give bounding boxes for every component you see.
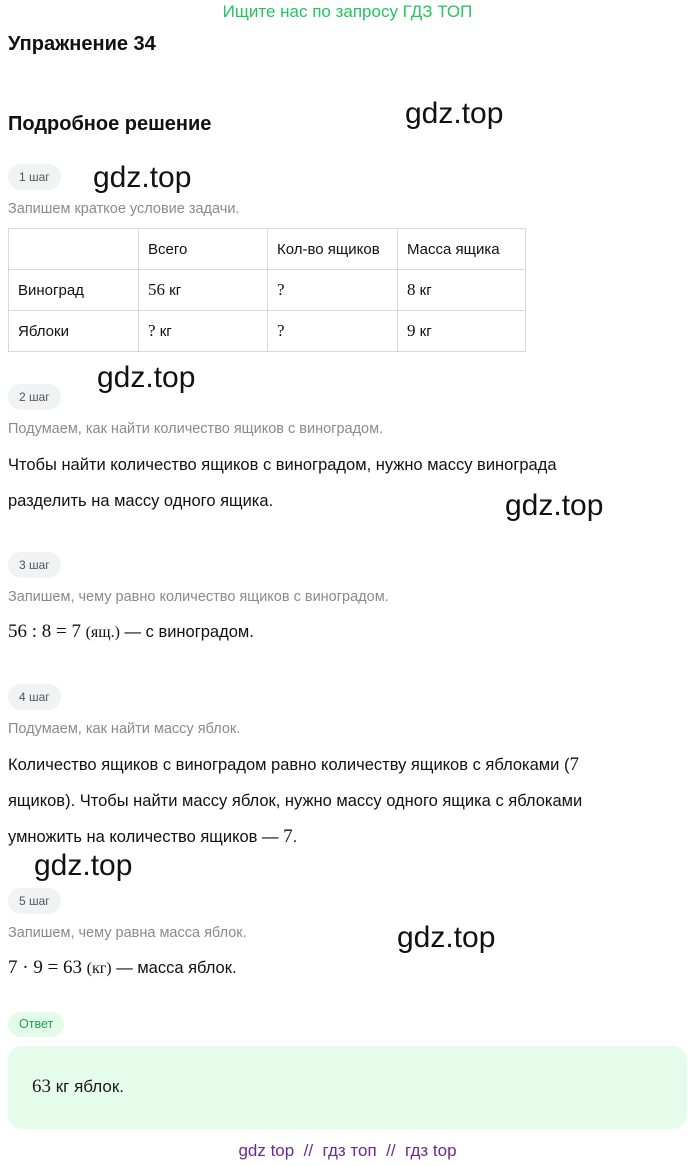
table-header-cell: Масса ящика <box>398 229 526 270</box>
table-header-cell: Кол-во ящиков <box>268 229 398 270</box>
table-cell-name: Виноград <box>9 270 139 311</box>
watermark: gdz.top <box>505 489 604 522</box>
step3-unit: (ящ.) <box>85 624 120 641</box>
table-cell-total: ? кг <box>139 311 268 352</box>
step-badge: 1 шаг <box>8 164 61 190</box>
step5-formula: 7 · 9 = 63 <box>8 957 83 978</box>
table-row <box>9 311 526 352</box>
footer-links[interactable]: gdz top // гдз топ // гдз top <box>238 1141 457 1160</box>
table-cell-total: 56 кг <box>139 270 268 311</box>
step5-suffix: — масса яблок. <box>116 959 237 977</box>
answer-unit-text: кг яблок. <box>55 1077 124 1096</box>
table-header-cell: Всего <box>139 229 268 270</box>
table-header-row <box>9 229 526 270</box>
condition-table <box>8 228 526 352</box>
step-badge: 4 шаг <box>8 684 61 710</box>
table-cell-boxes: ? <box>268 270 398 311</box>
table-cell-boxes: ? <box>268 311 398 352</box>
table-cell-mass: 9 кг <box>398 311 526 352</box>
step5-unit: (кг) <box>86 960 112 977</box>
step-hint: Запишем, чему равна масса яблок. <box>8 925 247 941</box>
watermark: gdz.top <box>97 361 196 394</box>
answer-text <box>32 1076 124 1098</box>
step3-result <box>8 621 254 643</box>
step2-text-line: разделить на массу одного ящика. <box>8 492 274 510</box>
step-badge: 5 шаг <box>8 888 61 914</box>
watermark: gdz.top <box>405 97 504 130</box>
step3-suffix: — с виноградом. <box>124 623 254 641</box>
answer-box <box>8 1046 687 1129</box>
step4-text-line: умножить на количество ящиков — 7. <box>8 826 298 847</box>
table-header-cell <box>9 229 139 270</box>
answer-number: 63 <box>32 1076 51 1097</box>
watermark: gdz.top <box>34 849 133 882</box>
step4-text-line: Количество ящиков с виноградом равно количеству ящиков с яблоками (7 <box>8 754 579 775</box>
watermark: gdz.top <box>93 161 192 194</box>
step4-text-line: ящиков). Чтобы найти массу яблок, нужно массу одного ящика с яблоками <box>8 792 583 810</box>
exercise-title: Упражнение 34 <box>8 33 156 55</box>
step-hint: Запишем краткое условие задачи. <box>8 201 240 217</box>
step-badge: 3 шаг <box>8 552 61 578</box>
table-cell-name: Яблоки <box>9 311 139 352</box>
step3-formula: 56 : 8 = 7 <box>8 621 81 642</box>
solution-title: Подробное решение <box>8 113 212 135</box>
watermark: gdz.top <box>397 921 496 954</box>
step2-text-line: Чтобы найти количество ящиков с виноградом, нужно массу винограда <box>8 456 557 474</box>
search-banner[interactable]: Ищите нас по запросу ГДЗ ТОП <box>222 2 473 21</box>
table-row <box>9 270 526 311</box>
step-hint: Подумаем, как найти массу яблок. <box>8 721 241 737</box>
step-hint: Запишем, чему равно количество ящиков с виноградом. <box>8 589 389 605</box>
table-cell-mass: 8 кг <box>398 270 526 311</box>
step-hint: Подумаем, как найти количество ящиков с виноградом. <box>8 421 384 437</box>
answer-badge: Ответ <box>8 1012 64 1037</box>
step-badge: 2 шаг <box>8 384 61 410</box>
step5-result <box>8 957 237 979</box>
